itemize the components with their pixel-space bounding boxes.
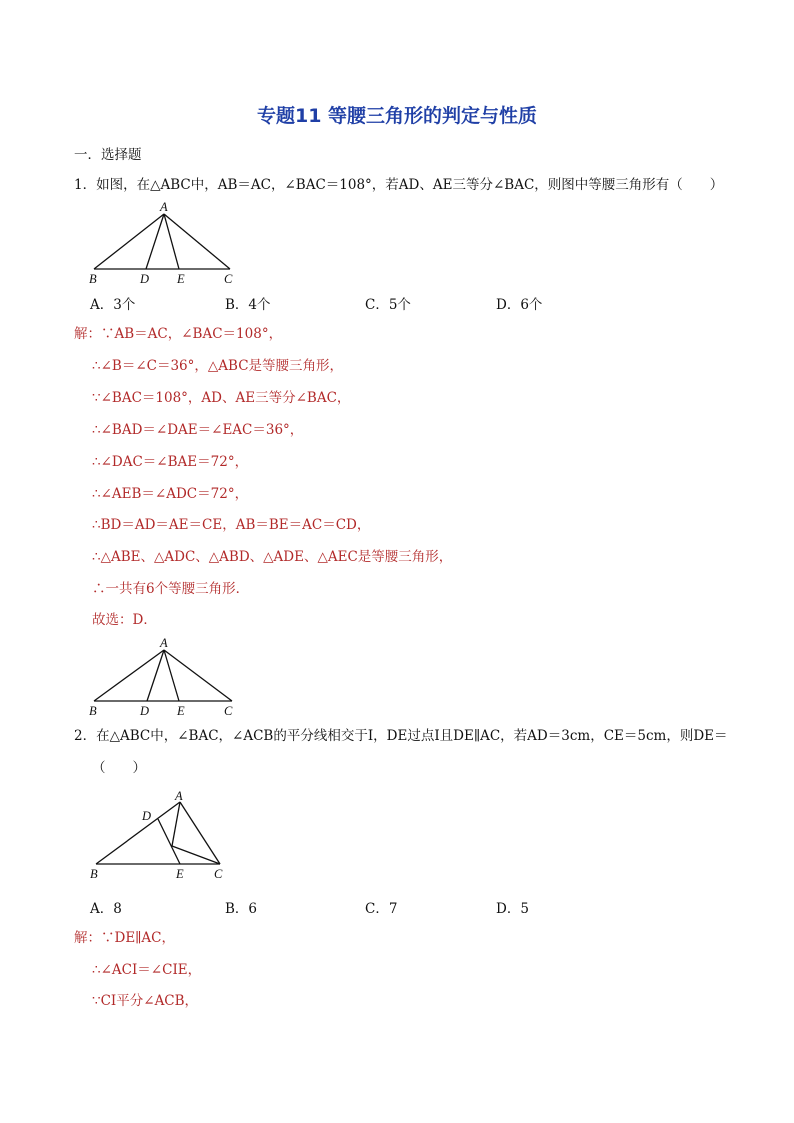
option-c: C．7 bbox=[365, 901, 398, 917]
label-e: E bbox=[177, 704, 185, 718]
segment-ab bbox=[94, 214, 164, 269]
segment-ac bbox=[164, 650, 232, 701]
question-2-stem-blank: （ ） bbox=[92, 760, 146, 776]
solution-1-figure bbox=[84, 636, 254, 724]
label-b: B bbox=[90, 867, 98, 881]
q2-solution-line: 解：∵DE∥AC， bbox=[74, 930, 175, 946]
segment-ac bbox=[164, 214, 230, 269]
label-c: C bbox=[224, 704, 233, 718]
q1-solution-line: ∴△ABE、△ADC、△ABD、△ADE、△AEC是等腰三角形， bbox=[92, 549, 453, 565]
q1-solution-line: ∴一共有6个等腰三角形． bbox=[92, 581, 250, 597]
question-1-figure bbox=[84, 200, 254, 288]
question-1-stem: 1．如图，在△ABC中，AB＝AC，∠BAC＝108°，若AD、AE三等分∠BAC，则图中等腰三角形有（ ） bbox=[74, 177, 724, 193]
segment-ad bbox=[146, 214, 164, 269]
segment-ae bbox=[164, 214, 179, 269]
label-c: C bbox=[224, 272, 233, 286]
label-a: A bbox=[160, 636, 168, 650]
label-c: C bbox=[214, 867, 223, 881]
q1-solution-line: ∴∠B＝∠C＝36°，△ABC是等腰三角形， bbox=[92, 358, 344, 374]
label-d: D bbox=[140, 272, 150, 286]
label-a: A bbox=[160, 200, 168, 214]
q1-solution-line: ∴∠DAC＝∠BAE＝72°， bbox=[92, 454, 249, 470]
label-d: D bbox=[142, 809, 152, 823]
question-2-stem: 2．在△ABC中，∠BAC，∠ACB的平分线相交于I，DE过点I且DE∥AC，若AD＝3cm，CE＝5cm，则DE＝ bbox=[74, 728, 728, 744]
q1-solution-line: ∴BD＝AD＝AE＝CE，AB＝BE＝AC＝CD， bbox=[92, 517, 371, 533]
segment-ab bbox=[96, 802, 180, 864]
label-d: D bbox=[140, 704, 150, 718]
option-a: A．3个 bbox=[90, 297, 136, 313]
page-title: 专题11 等腰三角形的判定与性质 bbox=[256, 105, 538, 127]
q1-solution-line: 解：∵AB＝AC，∠BAC＝108°， bbox=[74, 326, 283, 342]
segment-ad bbox=[147, 650, 164, 701]
segment-ab bbox=[94, 650, 164, 701]
q2-solution-line: ∴∠ACI＝∠CIE， bbox=[92, 962, 202, 978]
label-e: E bbox=[176, 867, 184, 881]
option-d: D．5 bbox=[496, 901, 529, 917]
option-b: B．6 bbox=[225, 901, 258, 917]
option-d: D．6个 bbox=[496, 297, 543, 313]
segment-de bbox=[158, 819, 180, 864]
question-2-figure bbox=[84, 786, 244, 886]
q1-solution-line: ∵∠BAC＝108°，AD、AE三等分∠BAC， bbox=[92, 390, 351, 406]
option-b: B．4个 bbox=[225, 297, 271, 313]
segment-ae bbox=[164, 650, 179, 701]
label-b: B bbox=[89, 704, 97, 718]
q2-solution-line: ∵CI平分∠ACB， bbox=[92, 993, 199, 1009]
label-b: B bbox=[89, 272, 97, 286]
option-a: A．8 bbox=[90, 901, 122, 917]
q1-solution-line: 故选：D． bbox=[92, 612, 157, 628]
section-heading: 一．选择题 bbox=[74, 147, 142, 163]
q1-solution-line: ∴∠AEB＝∠ADC＝72°， bbox=[92, 486, 249, 502]
label-a: A bbox=[175, 789, 183, 803]
segment-ai bbox=[172, 802, 180, 846]
q1-solution-line: ∴∠BAD＝∠DAE＝∠EAC＝36°， bbox=[92, 422, 304, 438]
segment-ac bbox=[180, 802, 220, 864]
label-e: E bbox=[177, 272, 185, 286]
option-c: C．5个 bbox=[365, 297, 411, 313]
